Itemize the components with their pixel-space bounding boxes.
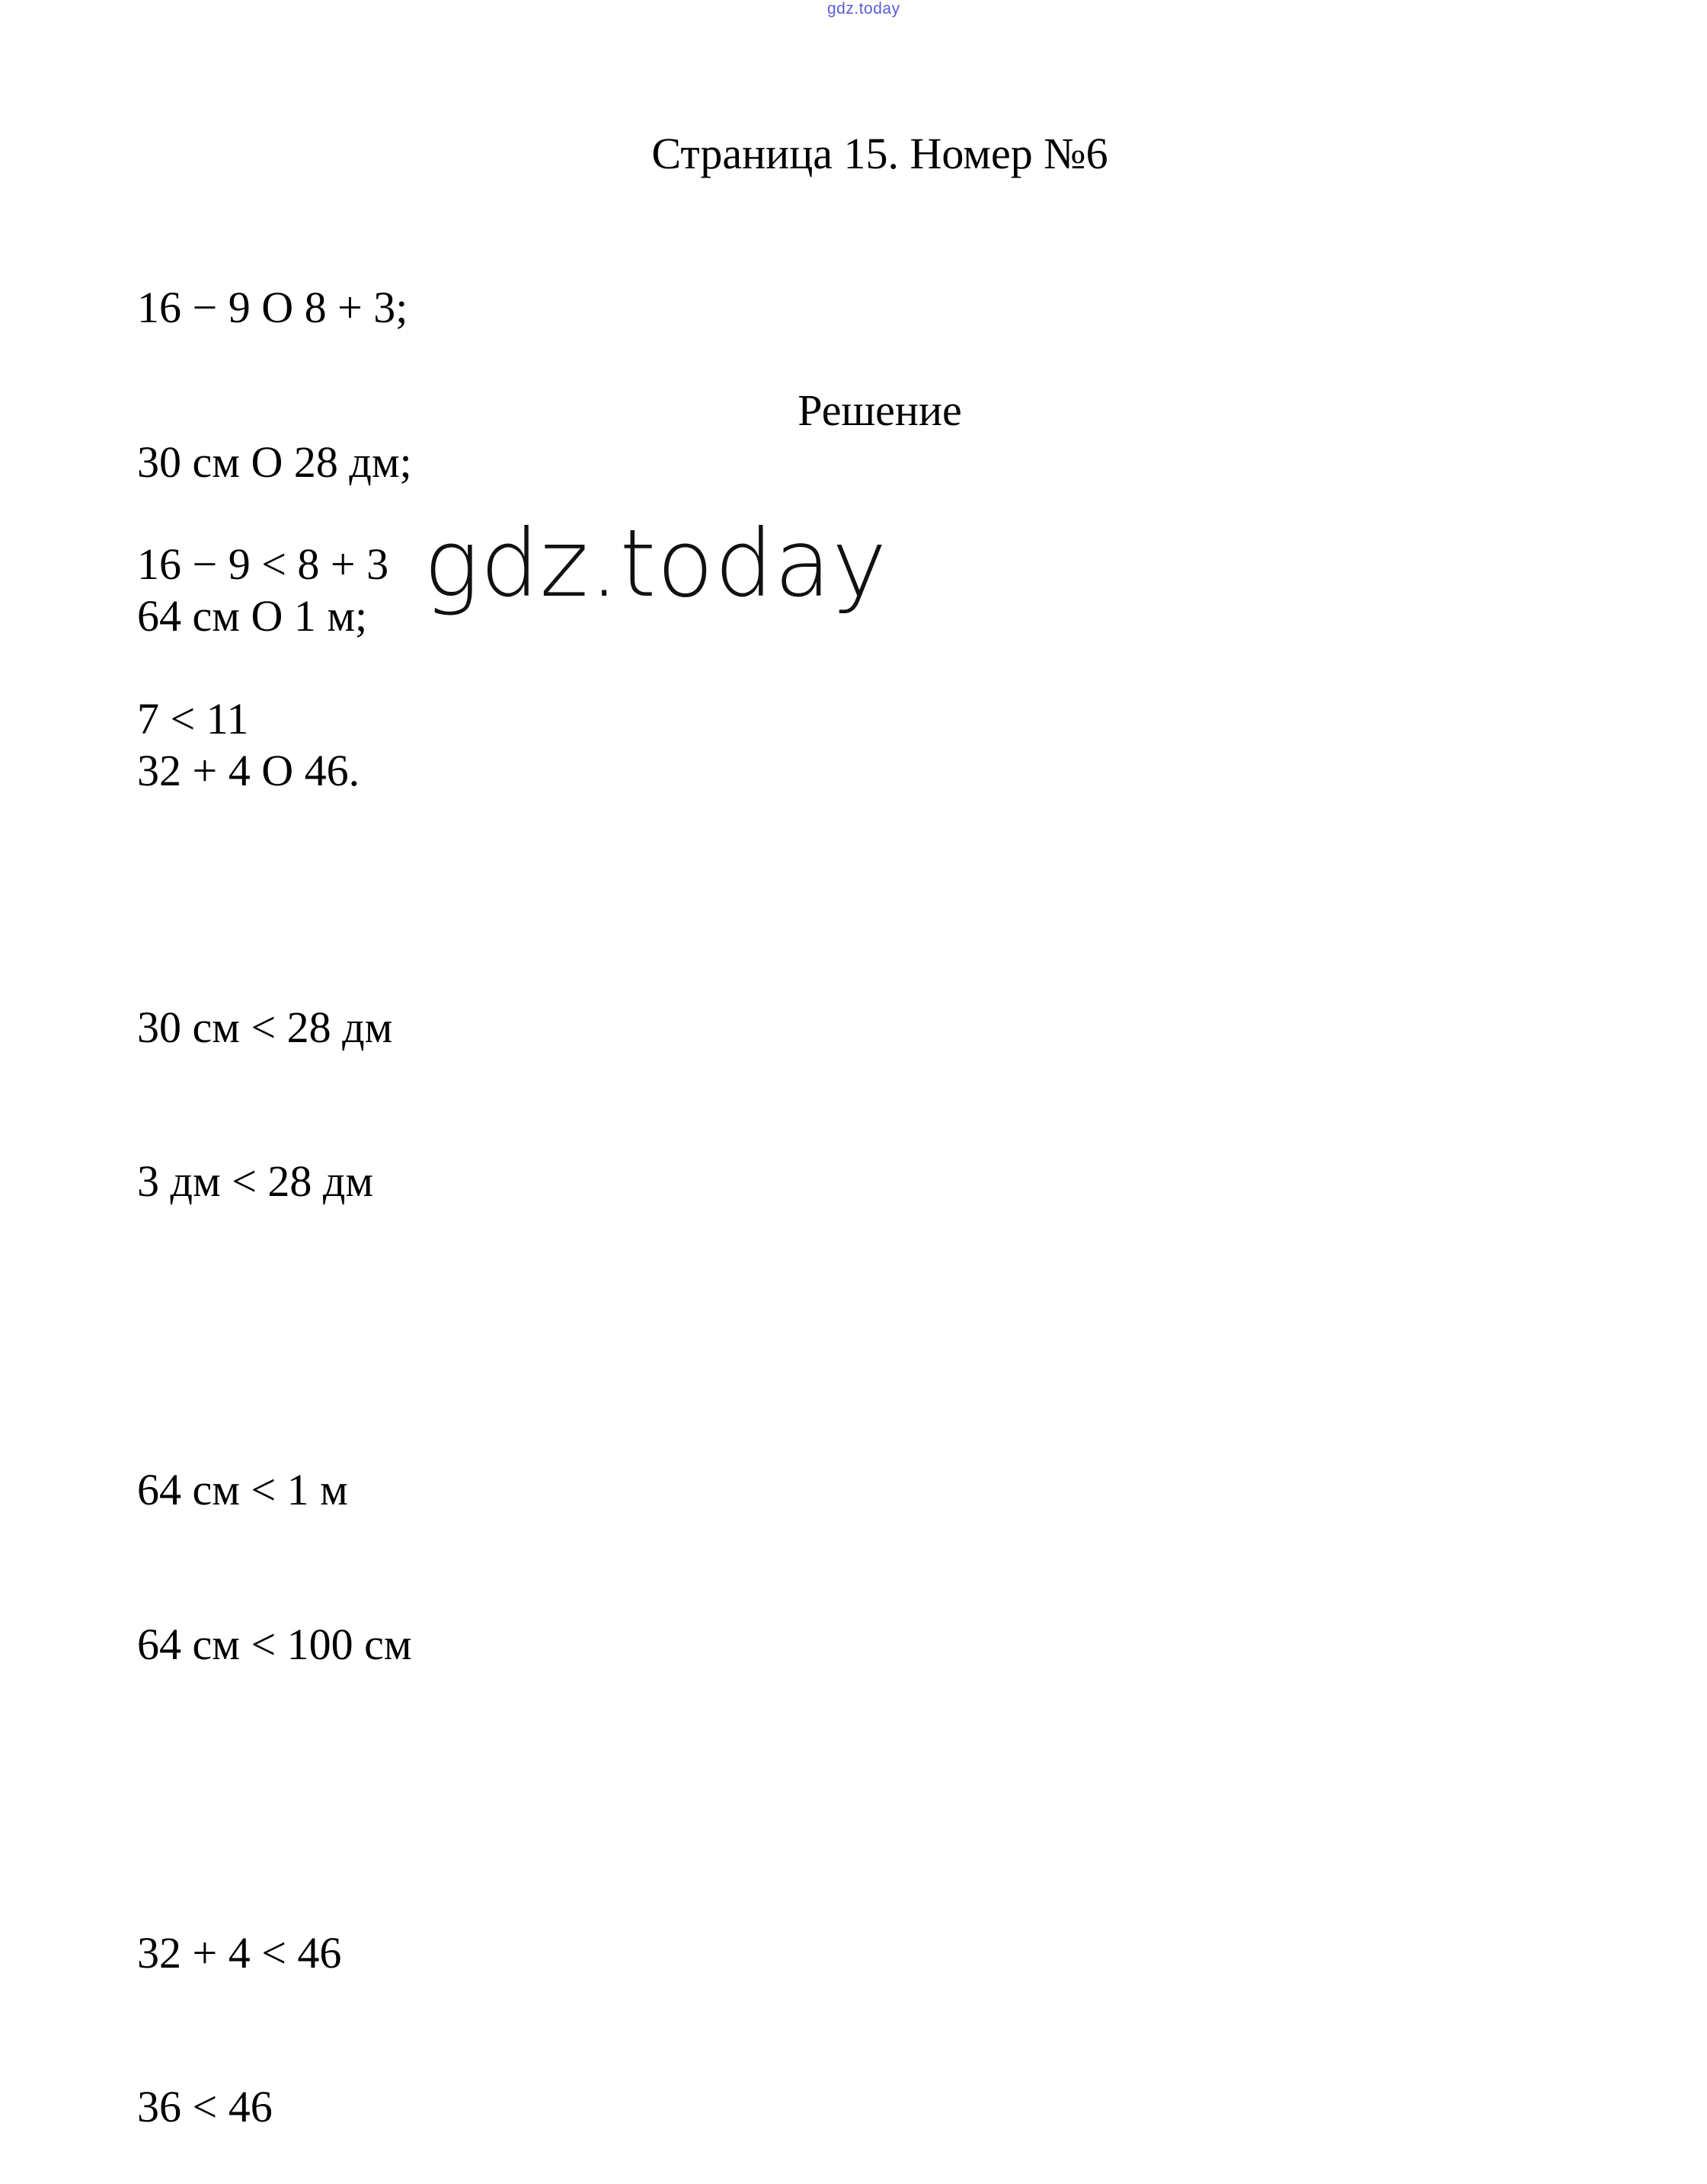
- task-line: 16 − 9 O 8 + 3;: [137, 283, 408, 332]
- solution-line: 30 см < 28 дм: [137, 1002, 393, 1052]
- solution-line: 64 см < 100 см: [137, 1619, 412, 1669]
- page-title: Страница 15. Номер №6: [651, 129, 1108, 178]
- solution-line: 32 + 4 < 46: [137, 1927, 342, 1978]
- solution-heading: Решение: [798, 385, 962, 435]
- task-line: 32 + 4 O 46.: [137, 745, 360, 795]
- solution-line: [137, 1773, 412, 1824]
- solution-line: [137, 1310, 412, 1362]
- solution-line: 64 см < 1 м: [137, 1465, 348, 1514]
- solution-lines: [137, 436, 412, 2184]
- site-link[interactable]: gdz.today: [827, 0, 900, 18]
- solution-line: [137, 847, 412, 899]
- solution-line: 36 < 46: [137, 2082, 273, 2131]
- solution-line: 16 − 9 < 8 + 3: [137, 539, 389, 589]
- task-line: 64 см O 1 м;: [137, 591, 368, 641]
- solution-line: 3 дм < 28 дм: [137, 1156, 374, 1206]
- task-line: 30 см O 28 дм;: [137, 436, 412, 487]
- solution-line: 7 < 11: [137, 693, 249, 743]
- watermark: gdz.today: [424, 510, 888, 618]
